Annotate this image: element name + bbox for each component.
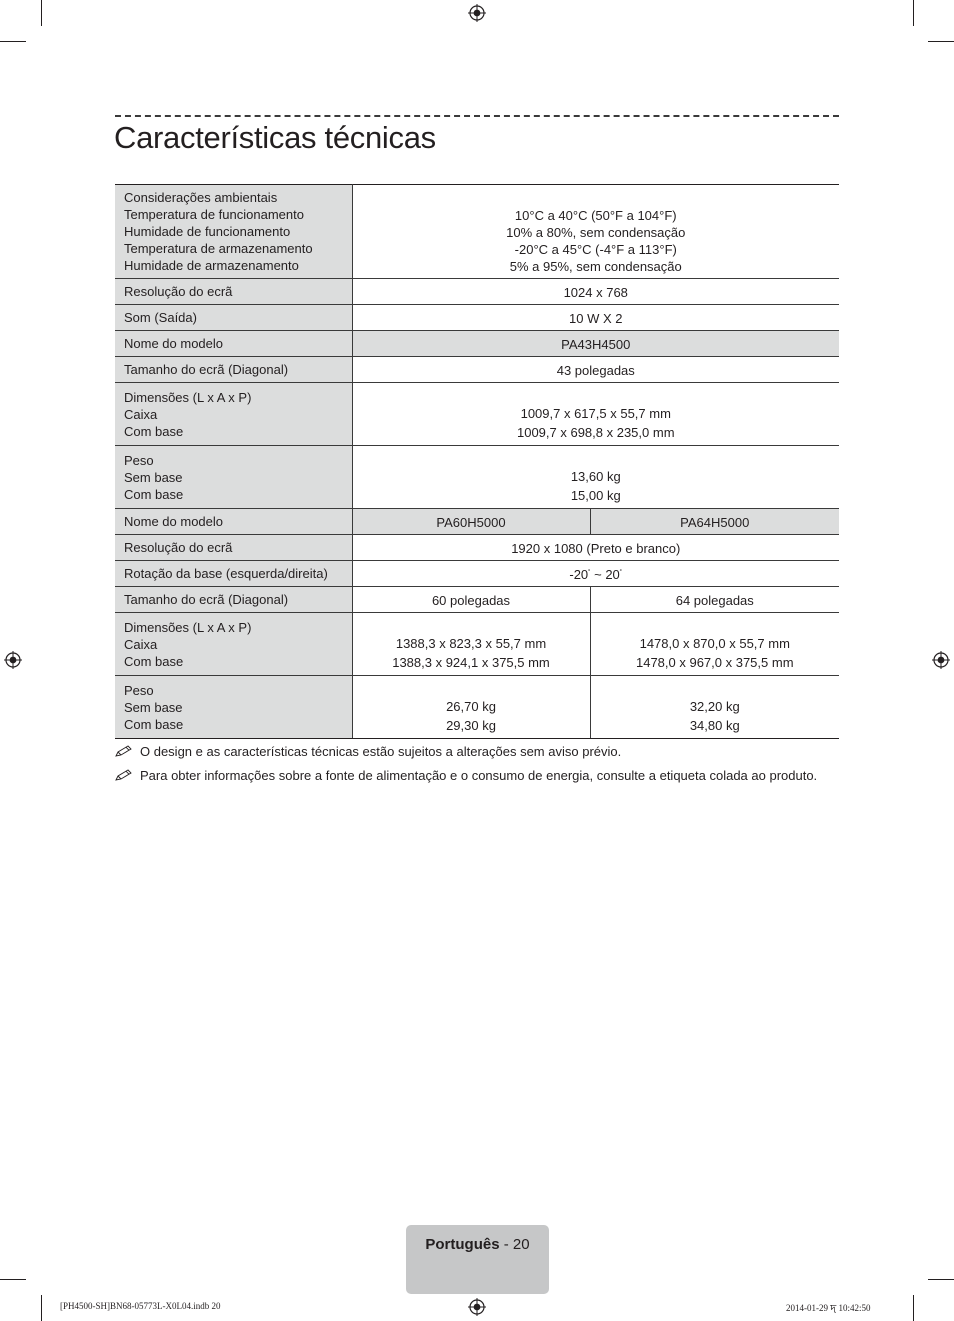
row-label: Dimensões (L x A x P) Caixa Com base [115,613,352,676]
table-row [115,383,839,446]
footer-file-info: [PH4500-SH]BN68-05773L-X0L04.indb 20 [60,1301,221,1311]
table-row [115,535,839,561]
registration-mark-icon [468,1298,486,1316]
spec-table [115,184,839,739]
model-name-value: PA43H4500 [352,331,839,357]
row-value: 10 W X 2 [352,305,839,331]
row-value: 1388,3 x 823,3 x 55,7 mm 1388,3 x 924,1 x 375,5 mm [352,613,590,676]
row-label: Peso Sem base Com base [115,676,352,739]
row-label: Dimensões (L x A x P) Caixa Com base [115,383,352,446]
row-value: 64 polegadas [590,587,839,613]
model-name-value: PA64H5000 [590,509,839,535]
row-value: 32,20 kg 34,80 kg [590,676,839,739]
row-label: Resolução do ecrã [115,535,352,561]
registration-mark-icon [468,4,486,22]
row-label: Som (Saída) [115,305,352,331]
row-label: Nome do modelo [115,509,352,535]
registration-mark-icon [4,651,22,669]
crop-mark [928,1279,954,1280]
page-title: Características técnicas [114,120,436,155]
row-value: 43 polegadas [352,357,839,383]
table-row [115,676,839,739]
table-row [115,331,839,357]
row-value: 13,60 kg 15,00 kg [352,446,839,509]
row-label: Nome do modelo [115,331,352,357]
footer-timestamp: 2014-01-29 ꠖ 10:42:50 [786,1303,871,1313]
row-value: 1024 x 768 [352,279,839,305]
note-text: Para obter informações sobre a fonte de alimentação e o consumo de energia, consulte a etiqueta colada ao produto. [140,768,818,783]
row-value: 1009,7 x 617,5 x 55,7 mm 1009,7 x 698,8 x 235,0 mm [352,383,839,446]
page-number: 20 [512,1236,530,1253]
crop-mark [41,0,42,26]
row-label: Considerações ambientais Temperatura de funcionamento Humidade de funcionamento Temperatura de armazenamento Humidade de armazenamento [115,185,352,279]
row-label: Resolução do ecrã [115,279,352,305]
row-label: Rotação da base (esquerda/direita) [115,561,352,587]
row-label: Peso Sem base Com base [115,446,352,509]
table-row [115,305,839,331]
page-separator: - [499,1236,513,1253]
model-name-value: PA60H5000 [352,509,590,535]
crop-mark [0,1279,26,1280]
crop-mark [928,41,954,42]
registration-mark-icon [932,651,950,669]
title-dashed-rule [115,115,839,117]
row-value: 1920 x 1080 (Preto e branco) [352,535,839,561]
table-row [115,587,839,613]
row-value: -20˚ ~ 20˚ [352,561,839,587]
notes-list [115,743,839,791]
table-row [115,446,839,509]
table-row [115,561,839,587]
table-row [115,185,839,279]
crop-mark [41,1295,42,1321]
row-label: Tamanho do ecrã (Diagonal) [115,587,352,613]
note-item [115,743,839,760]
table-row [115,509,839,535]
crop-mark [913,1295,914,1321]
page-number-badge [406,1225,549,1294]
row-value: 10°C a 40°C (50°F a 104°F) 10% a 80%, sem condensação -20°C a 45°C (-4°F a 113°F) 5% a 95%, sem condensação [352,185,839,279]
row-value: 60 polegadas [352,587,590,613]
page-language: Português [425,1236,500,1253]
row-value: 26,70 kg 29,30 kg [352,676,590,739]
row-value: 1478,0 x 870,0 x 55,7 mm 1478,0 x 967,0 x 375,5 mm [590,613,839,676]
note-text: O design e as características técnicas estão sujeitos a alterações sem aviso prévio. [140,744,622,759]
table-row [115,613,839,676]
table-row [115,279,839,305]
table-row [115,357,839,383]
pencil-note-icon [115,745,133,757]
pencil-note-icon [115,769,133,781]
crop-mark [913,0,914,26]
note-item [115,767,839,784]
crop-mark [0,41,26,42]
row-label: Tamanho do ecrã (Diagonal) [115,357,352,383]
